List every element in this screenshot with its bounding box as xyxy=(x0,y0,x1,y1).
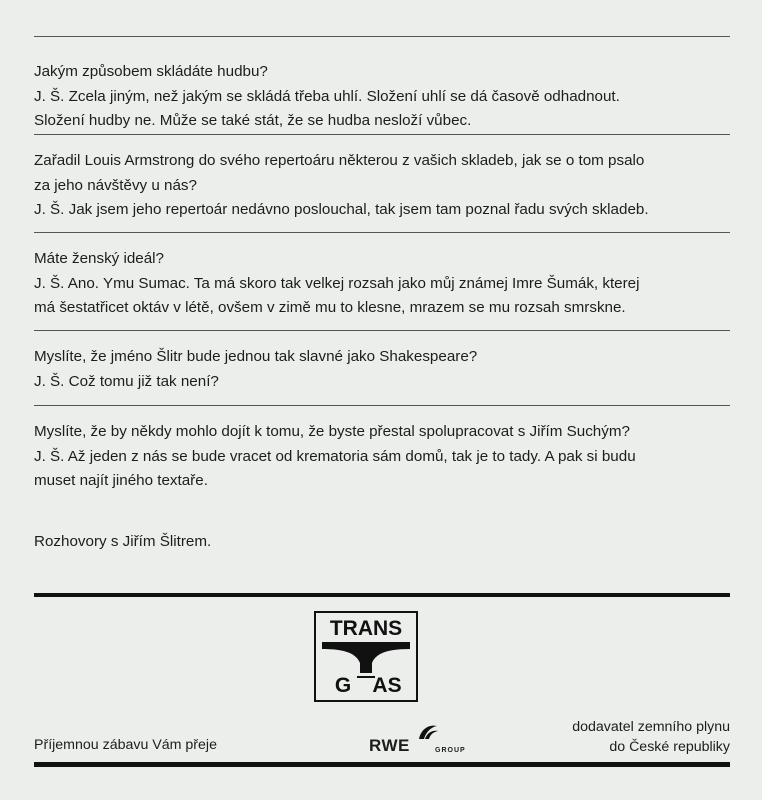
qa-block-2 xyxy=(34,149,734,223)
rwe-group-label: GROUP xyxy=(435,747,466,754)
answer-5-line-2: muset najít jiného textaře. xyxy=(34,472,208,489)
question-1: Jakým způsobem skládáte hudbu? xyxy=(34,63,268,80)
qa-block-5 xyxy=(34,420,734,494)
qa-block-4 xyxy=(34,345,734,394)
divider-3 xyxy=(34,330,730,331)
logo-text-bottom-left: G xyxy=(334,674,352,697)
answer-4: J. Š. Což tomu již tak není? xyxy=(34,372,219,390)
question-3: Máte ženský ideál? xyxy=(34,250,165,267)
transgas-emblem-icon xyxy=(316,613,416,700)
answer-5-line-1: J. Š. Až jeden z nás se bude vracet od krematoria sám domů, tak je to tady. A pak si budu xyxy=(34,447,636,465)
footer-rule-bottom xyxy=(34,762,730,767)
answer-3-line-1: J. Š. Ano. Ymu Sumac. Ta má skoro tak velkej rozsah jako můj známej Imre Šumák, kterej xyxy=(34,274,640,292)
logo-text-top: TRANS xyxy=(329,617,403,640)
footer-rule-top xyxy=(34,593,730,597)
rwe-wordmark: RWE xyxy=(369,736,410,755)
transgas-logo xyxy=(314,611,418,702)
question-4: Myslíte, že jméno Šlitr bude jednou tak slavné jako Shakespeare? xyxy=(34,348,478,365)
question-2-line-1: Zařadil Louis Armstrong do svého repertoáru některou z vašich skladeb, jak se o tom psalo xyxy=(34,152,645,169)
divider-4 xyxy=(34,405,730,406)
supplier-text xyxy=(572,717,730,757)
supplier-line-1: dodavatel zemního plynu xyxy=(572,719,730,735)
greeting-text: Příjemnou zábavu Vám přeje xyxy=(34,737,217,753)
logo-text-bottom-right: AS xyxy=(372,674,402,697)
answer-1-line-1: J. Š. Zcela jiným, než jakým se skládá třeba uhlí. Složení uhlí se dá časově odhadnout. xyxy=(34,87,620,105)
supplier-line-2: do České republiky xyxy=(609,739,730,755)
divider-top xyxy=(34,36,730,37)
qa-block-1 xyxy=(34,60,734,134)
question-5: Myslíte, že by někdy mohlo dojít k tomu, že byste přestal spolupracovat s Jiřím Suchým? xyxy=(34,423,630,440)
divider-1 xyxy=(34,134,730,135)
divider-2 xyxy=(34,232,730,233)
answer-1-line-2: Složení hudby ne. Může se také stát, že se hudba nesloží vůbec. xyxy=(34,112,472,129)
answer-2: J. Š. Jak jsem jeho repertoár nedávno poslouchal, tak jsem tam poznal řadu svých skladeb. xyxy=(34,201,649,218)
qa-block-3 xyxy=(34,247,734,321)
rwe-swoosh-icon xyxy=(417,723,439,741)
question-2-line-2: za jeho návštěvy u nás? xyxy=(34,176,197,194)
closing-credit: Rozhovory s Jiřím Šlitrem. xyxy=(34,533,212,550)
rwe-logo xyxy=(369,723,479,759)
answer-3-line-2: má šestatřicet oktáv v létě, ovšem v zimě mu to klesne, mrazem se mu rozsah smrskne. xyxy=(34,299,626,316)
